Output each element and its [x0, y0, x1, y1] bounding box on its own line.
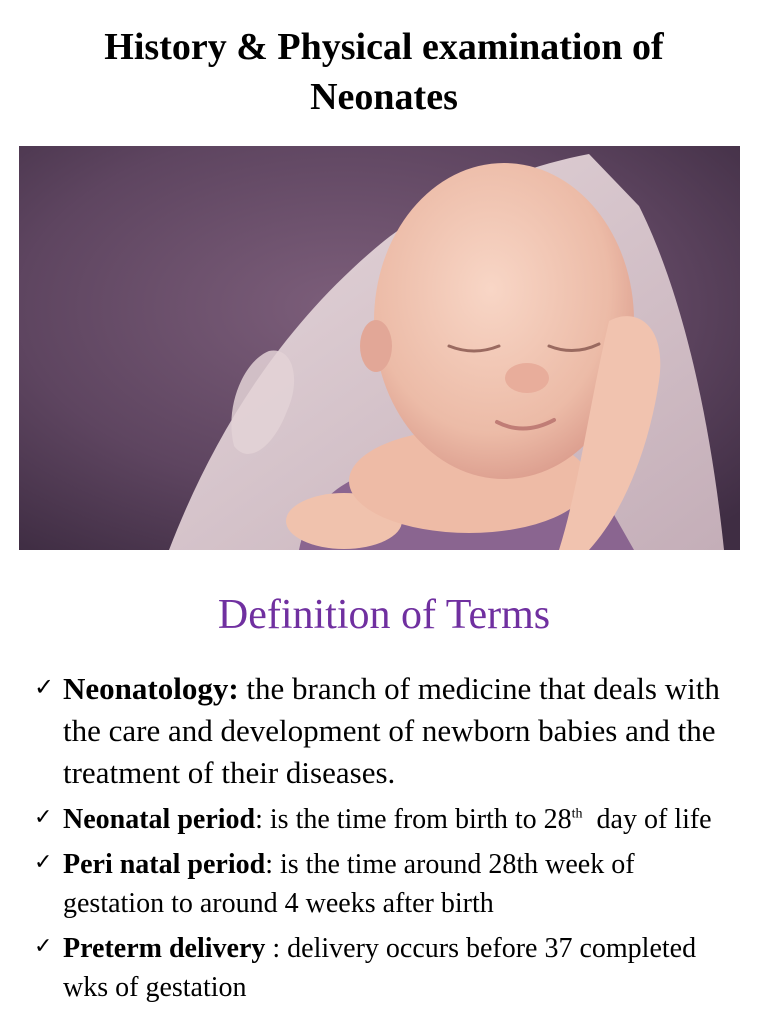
newborn-photo [19, 146, 740, 550]
term-description: : is the time from birth to 28 [255, 804, 572, 835]
term-name: Neonatology: [63, 671, 239, 706]
list-item [34, 845, 734, 923]
checkmark-icon: ✓ [34, 673, 55, 701]
ordinal-suffix: th [571, 806, 583, 822]
title-line-1: History & Physical examination of [104, 26, 664, 68]
term-description: the branch of medicine that deals with the care and development of newborn babies and the treatment of their diseases. [63, 671, 720, 790]
term-description: : delivery occurs before 37 completed wks of gestation [63, 933, 697, 1003]
list-item [34, 929, 734, 1007]
checkmark-icon: ✓ [34, 805, 53, 830]
baby-ear [360, 320, 392, 372]
term-name: Preterm delivery [63, 933, 266, 964]
checkmark-icon: ✓ [34, 850, 53, 875]
term-name: Neonatal period [63, 804, 256, 835]
title-line-2: Neonates [310, 76, 458, 118]
term-description-cont: day of life [582, 804, 712, 835]
list-item [34, 668, 734, 794]
term-name: Peri natal period [63, 849, 266, 880]
list-item [34, 800, 734, 839]
definitions-list [34, 668, 734, 1013]
document-title [0, 22, 768, 122]
nose [505, 363, 549, 393]
checkmark-icon: ✓ [34, 934, 53, 959]
definitions-heading: Definition of Terms [217, 592, 551, 638]
term-description: : is the time around 28th week of gestation to around 4 weeks after birth [63, 849, 635, 919]
